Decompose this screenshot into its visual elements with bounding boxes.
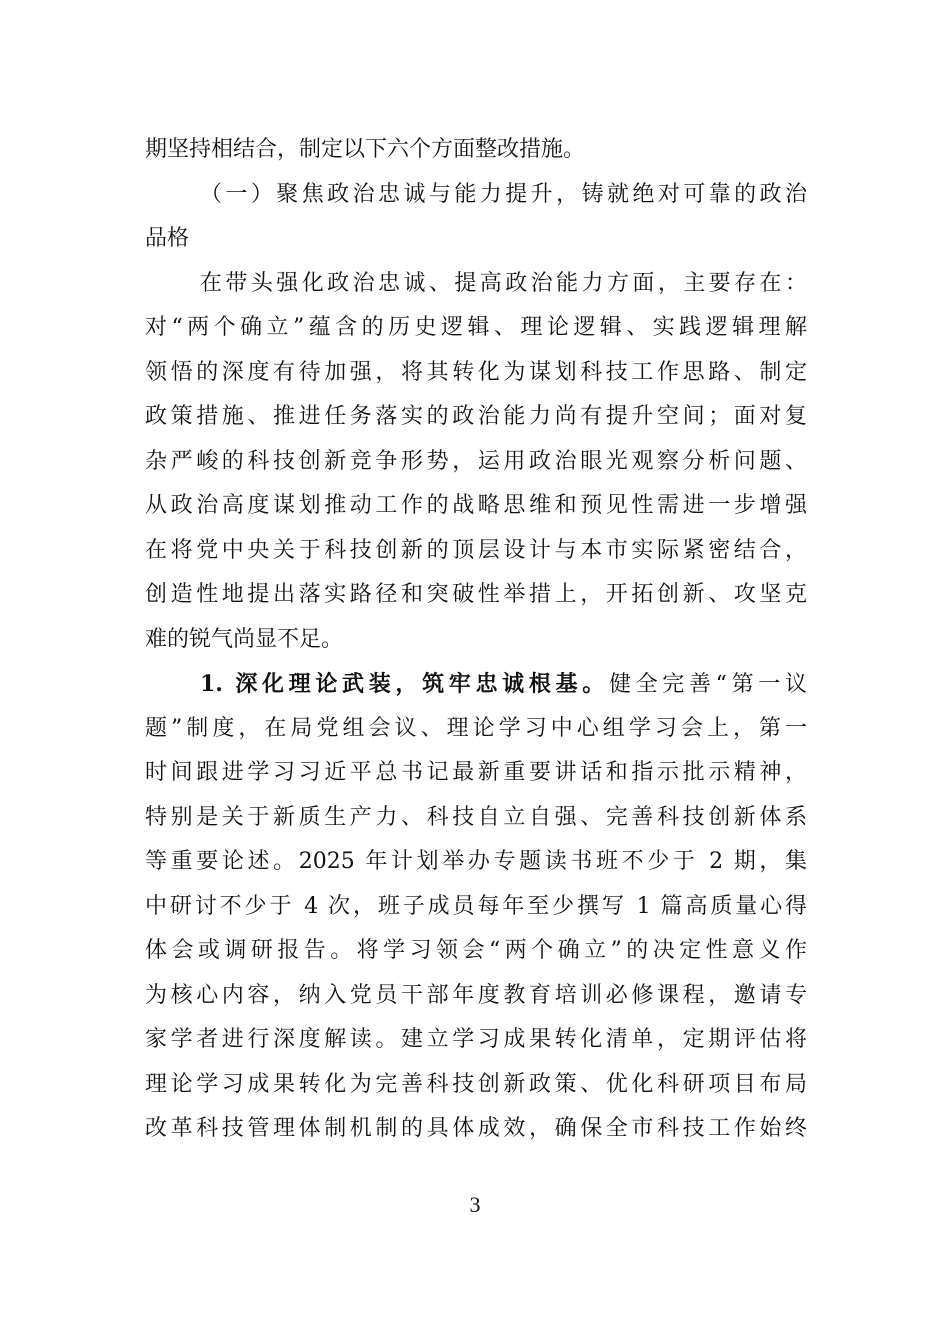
paragraph-line: 难的锐气尚显不足。 [145,627,344,652]
paragraph-line: 创造性地提出落实路径和突破性举措上，开拓创新、攻坚克 [145,582,807,607]
paragraph-line: 杂严峻的科技创新竞争形势，运用政治眼光观察分析问题、 [145,449,807,474]
section-heading-line: （一）聚焦政治忠诚与能力提升，铸就绝对可靠的政治 [200,182,807,207]
item-1-heading: 1. 深化理论武装，筑牢忠诚根基。 [200,671,609,697]
paragraph-line: 家学者进行深度解读。建立学习成果转化清单，定期评估将 [145,1027,807,1052]
paragraph-line: 中研讨不少于 4 次，班子成员每年至少撰写 1 篇高质量心得 [145,894,807,919]
paragraph-line: 改革科技管理体制机制的具体成效，确保全市科技工作始终 [145,1116,807,1141]
section-heading-line: 品格 [145,226,190,251]
paragraph-line: 特别是关于新质生产力、科技自立自强、完善科技创新体系 [145,805,807,830]
paragraph-line: 在带头强化政治忠诚、提高政治能力方面，主要存在： [200,271,807,296]
item-1-text: 健全完善“第一议 [608,672,807,697]
paragraph-line: 为核心内容，纳入党员干部年度教育培训必修课程，邀请专 [145,983,807,1008]
page-number: 3 [469,1192,481,1217]
paragraph-line: 从政治高度谋划推动工作的战略思维和预见性需进一步增强 [145,493,807,518]
paragraph-line: 体会或调研报告。将学习领会“两个确立”的决定性意义作 [145,938,807,963]
paragraph-line: 等重要论述。2025 年计划举办专题读书班不少于 2 期，集 [145,849,807,874]
paragraph-line: 对“两个确立”蕴含的历史逻辑、理论逻辑、实践逻辑理解 [145,315,807,340]
paragraph-line: 政策措施、推进任务落实的政治能力尚有提升空间；面对复 [145,404,807,429]
paragraph-line: 期坚持相结合，制定以下六个方面整改措施。 [145,137,586,162]
paragraph-line: 在将党中央关于科技创新的顶层设计与本市实际紧密结合， [145,538,807,563]
paragraph-line: 领悟的深度有待加强，将其转化为谋划科技工作思路、制定 [145,360,807,385]
paragraph-line: 题”制度，在局党组会议、理论学习中心组学习会上，第一 [145,716,807,741]
paragraph-line: 时间跟进学习习近平总书记最新重要讲话和指示批示精神， [145,760,807,785]
item-1-first-line [200,662,807,706]
paragraph-line: 理论学习成果转化为完善科技创新政策、优化科研项目布局 [145,1072,807,1097]
